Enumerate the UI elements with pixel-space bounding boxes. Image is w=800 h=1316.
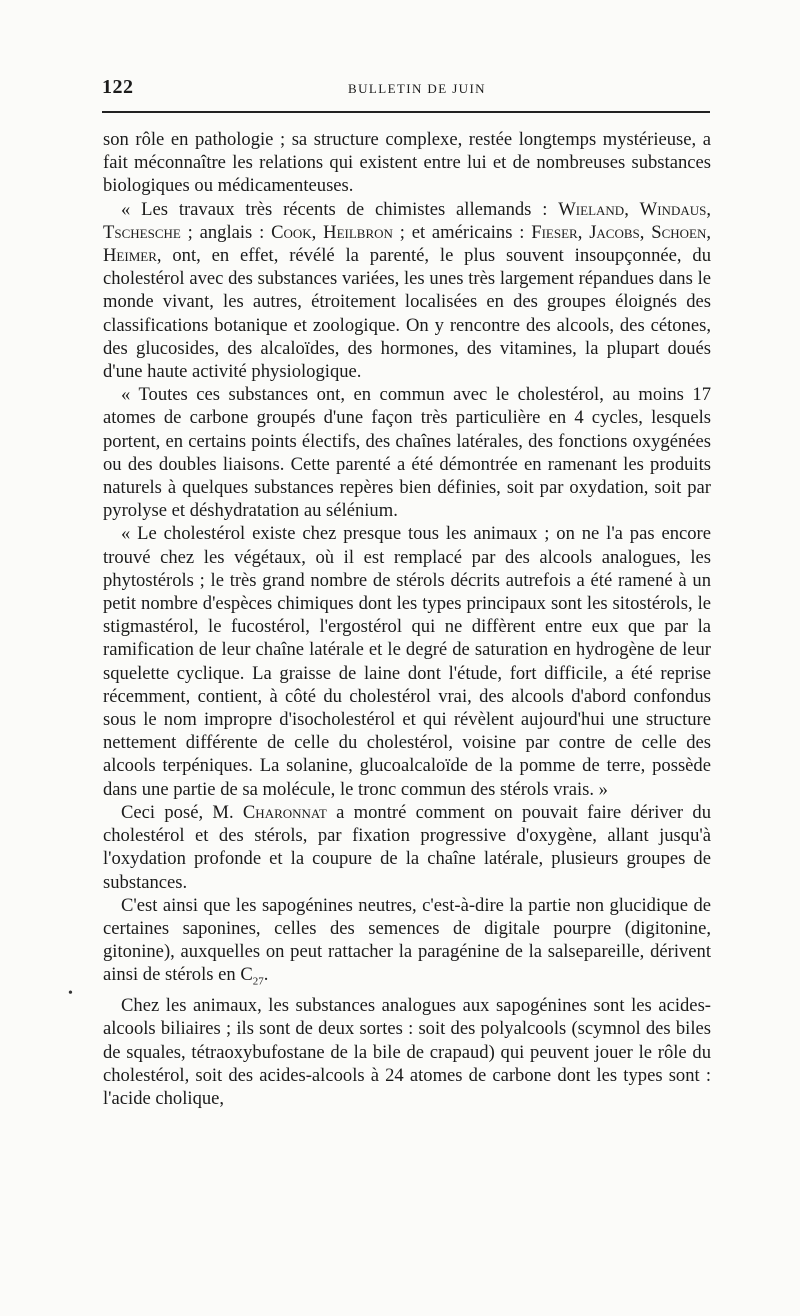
author-name: Heilbron — [323, 221, 393, 243]
running-title: BULLETIN DE JUIN — [348, 81, 486, 96]
author-name: Wieland — [558, 198, 625, 220]
paragraph-1: son rôle en pathologie ; sa structure complexe, restée longtemps mystérieuse, a fait méconnaître les relations qui existent entre lui et de nombreuses substances biologiques ou médicamenteuses. — [103, 129, 711, 197]
paragraph-4: « Le cholestérol existe chez presque tous les animaux ; on ne l'a pas encore trouvé chez les végétaux, où il est remplacé par des alcools analogues, les phytostérols ; le très grand nombre de stérols décrits autrefois a été ramené à un petit nombre d'espèces chimiques dont les types principaux sont les sitostérols, le stigmastérol, le fucostérol, l'ergostérol qui ne diffèrent entre eux que par la ramification de leur chaîne latérale et le degré de saturation en hydrogène de leur squelette cyclique. La graisse de laine dont l'étude, fort difficile, a été reprise récemment, contient, à côté du cholestérol vrai, des alcools d'abord confondus sous le nom impropre d'isocholestérol et qui révèlent aujourd'hui une structure nettement différente de celle du cholestérol, voisine par contre de celle des alcools terpéniques. La solanine, glucoalcaloïde de la pomme de terre, possède dans une partie de sa molécule, le tronc commun des stérols vrais. » — [103, 523, 711, 800]
author-name: Heimer — [103, 245, 157, 267]
page-number: 122 — [102, 76, 134, 98]
page-header — [102, 76, 712, 100]
paragraph-6: C'est ainsi que les sapogénines neutres, c'est-à-dire la partie non glucidique de certaines saponines, celles des semences de digitale pourpre (digitonine, gitonine), auxquelles on peut rattacher la paragénine de la salsepareille, dérivent ainsi de stérols en $C_{27}$. — [103, 894, 711, 989]
author-name: Tschesche — [103, 221, 181, 243]
paragraph-2: « Les travaux très récents de chimistes allemands : Wieland, Windaus, Tschesche ; anglais : Cook, Heilbron ; et américains : Fieser, Jacobs, Schoen, Heimer, ont, en effet, révélé la parenté, le plus souvent insoupçonnée, du cholestérol avec des substances variées, les unes très largement répandues dans le monde vivant, les autres, étroitement localisées en des groupes éloignés des classifications botanique et zoologique. On y rencontre des alcools, des cétones, des glucosides, des alcaloïdes, des hormones, des vitamines, la plupart doués d'une haute activité physiologique. — [103, 198, 712, 383]
paragraph-5: Ceci posé, M. Charonnat a montré comment on pouvait faire dériver du cholestérol et des stérols, par fixation progressive d'oxygène, allant jusqu'à l'oxydation profonde et la coupure de la chaîne latérale, plusieurs groupes de substances. — [103, 801, 712, 893]
paragraph-3: « Toutes ces substances ont, en commun avec le cholestérol, au moins 17 atomes de carbone groupés d'une façon très particulière en 4 cycles, lesquels portent, en certains points électifs, des chaînes latérales, des fonctions oxygénées ou des doubles liaisons. Cette parenté a été démontrée en ramenant les produits naturels à quelques substances repères bien définies, soit par oxydation, soit par pyrolyse et déshydratation au sélénium. — [103, 384, 711, 522]
author-name: Fieser — [531, 221, 578, 243]
author-name: Charonnat — [242, 801, 327, 823]
author-name: Windaus — [639, 198, 707, 220]
author-name: Jacobs — [589, 221, 640, 243]
subscript: 27 — [252, 976, 264, 989]
author-name: Schoen — [651, 221, 707, 243]
margin-mark: • — [68, 986, 73, 1001]
author-name: Cook — [271, 221, 312, 243]
paragraph-7: Chez les animaux, les substances analogues aux sapogénines sont les acides-alcools biliaires ; ils sont de deux sortes : soit des polyalcools (scymnol des biles de squales, tétraoxybufostane de la bile de crapaud) qui peuvent jouer le rôle du cholestérol, soit des acides-alcools à 24 atomes de carbone dont les types sont : l'acide cholique, — [103, 995, 711, 1110]
header-rule — [102, 111, 710, 113]
body-text — [103, 128, 711, 1110]
